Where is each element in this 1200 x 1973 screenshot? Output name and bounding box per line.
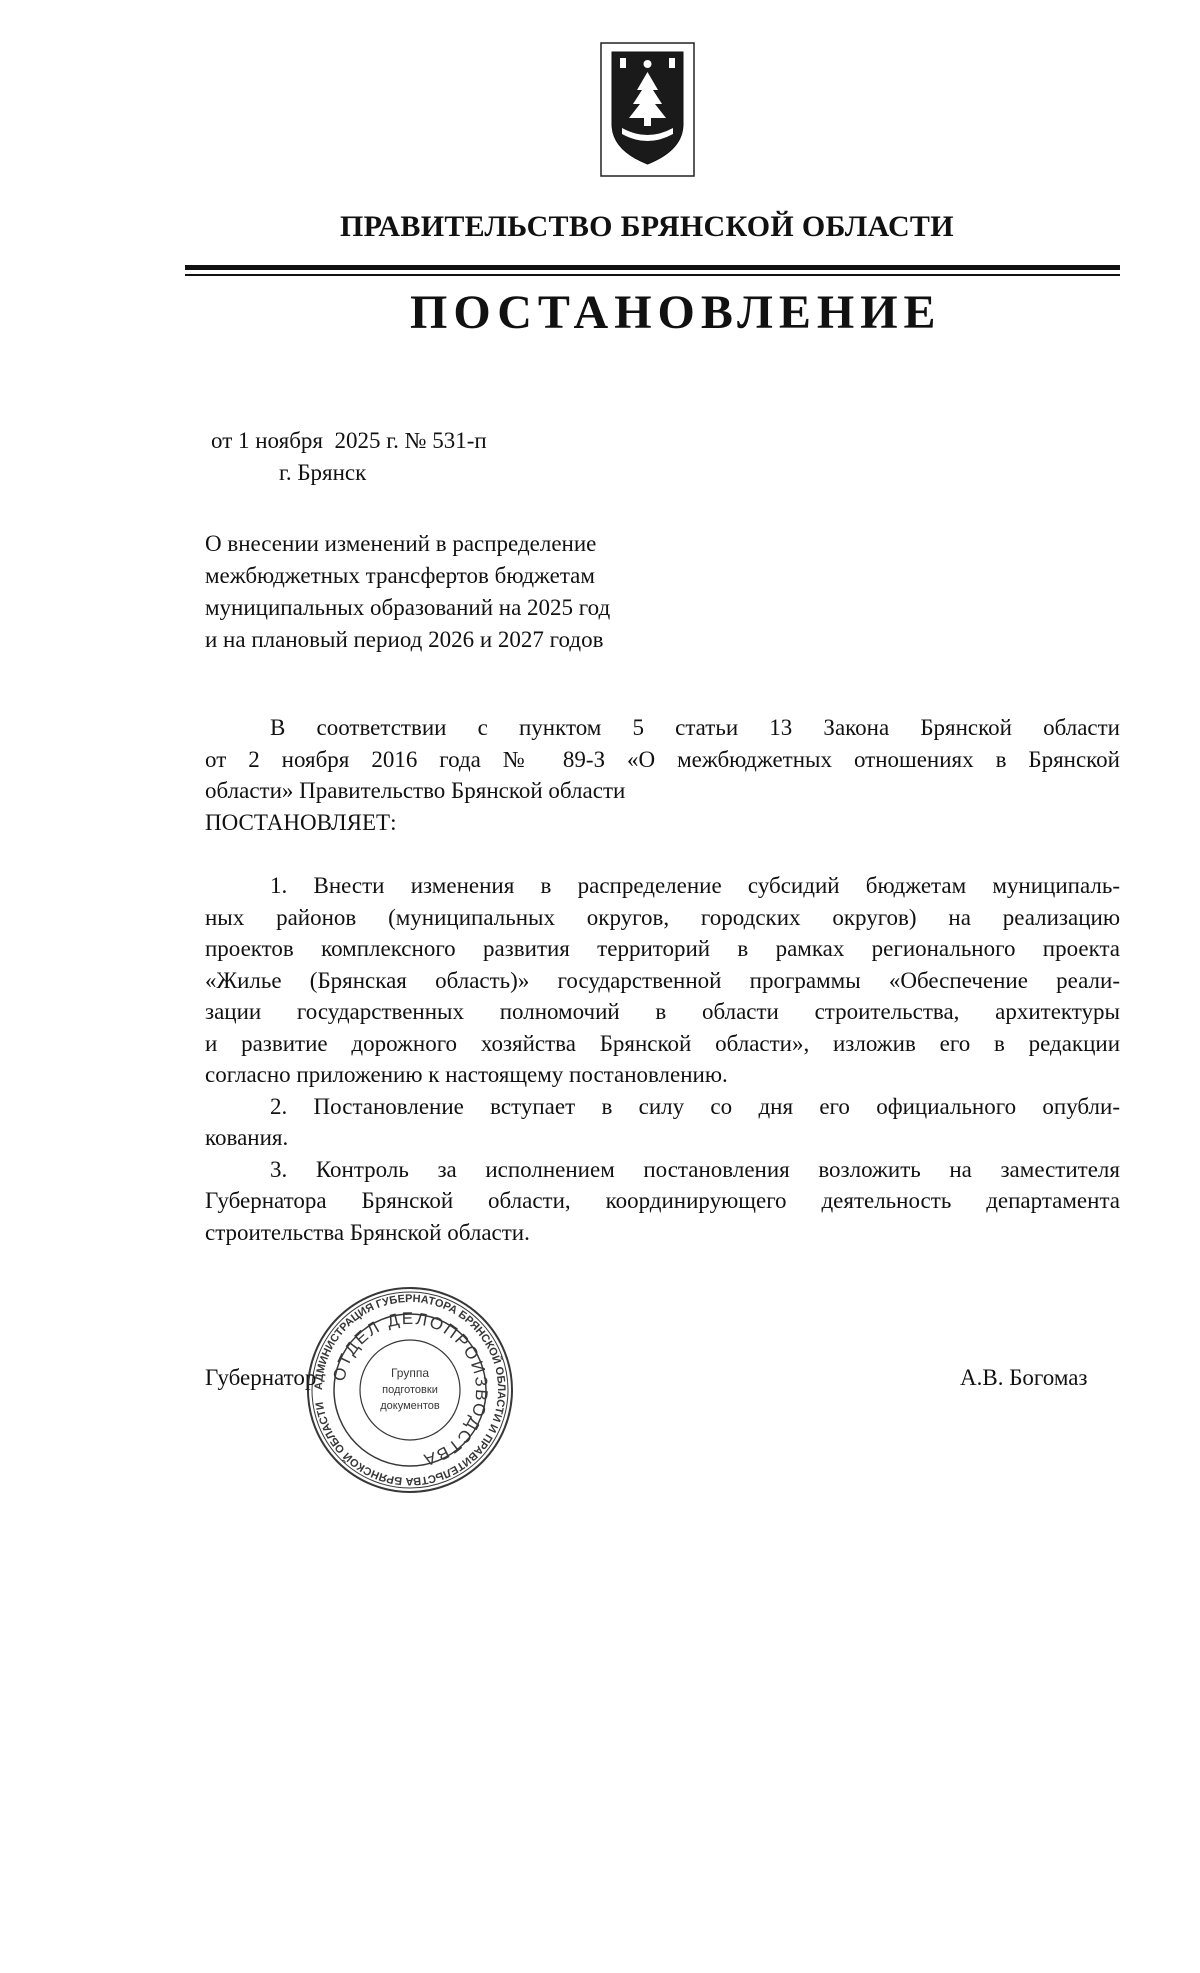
date-number-line: от 1 ноября 2025 г. № 531-п bbox=[211, 428, 487, 453]
item1-line: и развитие дорожного хозяйства Брянской области», изложив его в редакции bbox=[205, 1030, 1120, 1056]
stamp-center-line: документов bbox=[380, 1400, 440, 1412]
preamble-line: В соответствии с пунктом 5 статьи 13 Закона Брянской области bbox=[270, 715, 1120, 740]
coat-of-arms-emblem bbox=[600, 42, 695, 177]
subject-line: межбюджетных трансфертов бюджетам bbox=[205, 563, 595, 588]
header-rule-thick bbox=[185, 265, 1120, 270]
item1-line: проектов комплексного развития территорий в рамках регионального проекта bbox=[205, 936, 1120, 961]
item3-line: Губернатора Брянской области, координирующего деятельность департамента bbox=[205, 1188, 1120, 1213]
document-subject bbox=[205, 528, 725, 656]
item1-line: согласно приложению к настоящему постановлению. bbox=[205, 1062, 728, 1087]
signatory-name: А.В. Богомаз bbox=[960, 1365, 1088, 1390]
city-line: г. Брянск bbox=[279, 460, 367, 485]
item1-line: 1. Внести изменения в распределение субсидий бюджетам муниципаль- bbox=[270, 873, 1120, 898]
header-rule-thin bbox=[185, 274, 1120, 276]
subject-line: муниципальных образований на 2025 год bbox=[205, 595, 611, 620]
item2-line: 2. Постановление вступает в силу со дня его официального опубли- bbox=[270, 1093, 1120, 1119]
document-body bbox=[205, 712, 1120, 1248]
stamp-center-line: подготовки bbox=[382, 1384, 438, 1396]
item3-line: 3. Контроль за исполнением постановления возложить на заместителя bbox=[270, 1156, 1120, 1182]
government-name: ПРАВИТЕЛЬСТВО БРЯНСКОЙ ОБЛАСТИ bbox=[340, 210, 954, 243]
stamp-center-line: Группа bbox=[390, 1366, 430, 1380]
item3-line: строительства Брянской области. bbox=[205, 1219, 530, 1245]
paragraph-gap bbox=[205, 838, 1120, 870]
stamp-middle-text: ОТДЕЛ ДЕЛОПРОИЗВОДСТВА bbox=[329, 1308, 492, 1470]
stamp-outer-text: АДМИНИСТРАЦИЯ ГУБЕРНАТОРА БРЯНСКОЙ ОБЛАСТИ И ПРАВИТЕЛЬСТВА БРЯНСКОЙ ОБЛАСТИ bbox=[312, 1292, 508, 1488]
item1-line: ных районов (муниципальных округов, городских округов) на реализацию bbox=[205, 904, 1120, 930]
item1-line: «Жилье (Брянская область)» государственной программы «Обеспечение реали- bbox=[205, 967, 1120, 993]
official-stamp bbox=[305, 1285, 515, 1495]
preamble-line: от 2 ноября 2016 года № 89-З «О межбюджетных отношениях в Брянской bbox=[205, 746, 1120, 772]
subject-line: О внесении изменений в распределение bbox=[205, 531, 597, 556]
decree-word: ПОСТАНОВЛЯЕТ: bbox=[205, 809, 397, 835]
document-type-title: ПОСТАНОВЛЕНИЕ bbox=[410, 286, 942, 339]
item2-line: кования. bbox=[205, 1125, 289, 1150]
signatory-position: Губернатор bbox=[205, 1365, 317, 1390]
subject-line: и на плановый период 2026 и 2027 годов bbox=[205, 627, 604, 652]
item1-line: зации государственных полномочий в области строительства, архитектуры bbox=[205, 999, 1120, 1024]
preamble-line: области» Правительство Брянской области bbox=[205, 778, 626, 803]
